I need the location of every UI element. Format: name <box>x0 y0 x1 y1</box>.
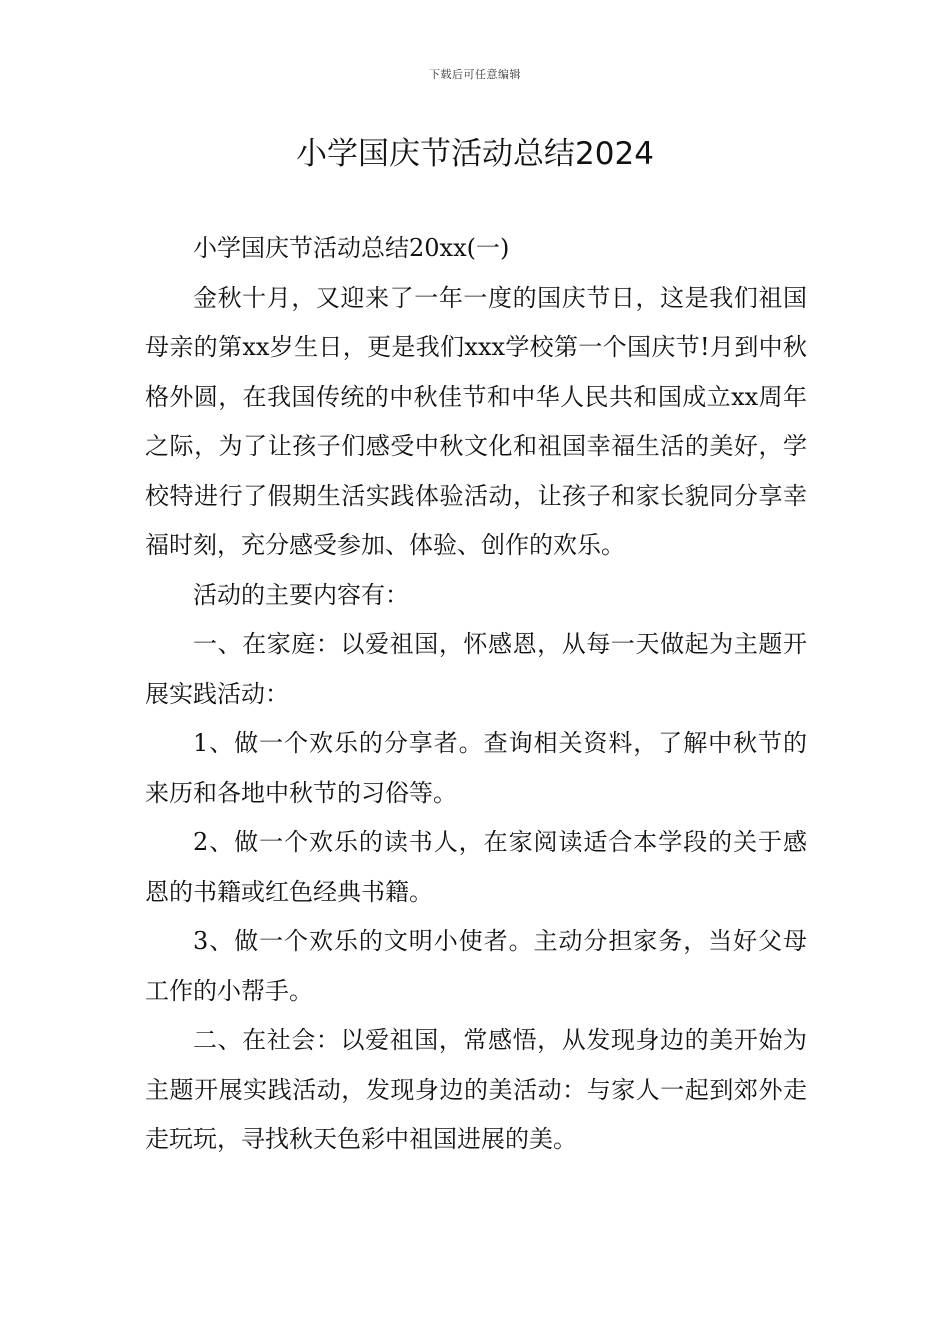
document-title: 小学国庆节活动总结2024 <box>296 136 654 172</box>
paragraph-content-heading: 活动的主要内容有： <box>193 580 409 609</box>
paragraph-section-society: 二、在社会：以爱祖国，常感悟，从发现身边的美开始为主题开展实践活动，发现身边的美活动：与家人一起到郊外走走玩玩，寻找秋天色彩中祖国进展的美。 <box>145 1026 807 1153</box>
header-note: 下载后可任意编辑 <box>429 68 521 81</box>
paragraph-item-1: 1、做一个欢乐的分享者。查询相关资料，了解中秋节的来历和各地中秋节的习俗等。 <box>145 729 807 807</box>
document-body <box>145 224 807 1165</box>
paragraph-section-family: 一、在家庭：以爱祖国，怀感恩，从每一天做起为主题开展实践活动： <box>145 630 807 708</box>
paragraph-item-2: 2、做一个欢乐的读书人，在家阅读适合本学段的关于感恩的书籍或红色经典书籍。 <box>145 828 807 906</box>
paragraph-item-3: 3、做一个欢乐的文明小使者。主动分担家务，当好父母工作的小帮手。 <box>145 927 807 1005</box>
paragraph-subtitle: 小学国庆节活动总结20xx(一) <box>193 234 510 262</box>
paragraph-intro: 金秋十月，又迎来了一年一度的国庆节日，这是我们祖国母亲的第xx岁生日，更是我们xxx学校第一个国庆节!月到中秋格外圆，在我国传统的中秋佳节和中华人民共和国成立xx周年之际，为了让孩子们感受中秋文化和祖国幸福生活的美好，学校特进行了假期生活实践体验活动，让孩子和家长貌同分享幸福时刻，充分感受参加、体验、创作的欢乐。 <box>145 283 807 559</box>
